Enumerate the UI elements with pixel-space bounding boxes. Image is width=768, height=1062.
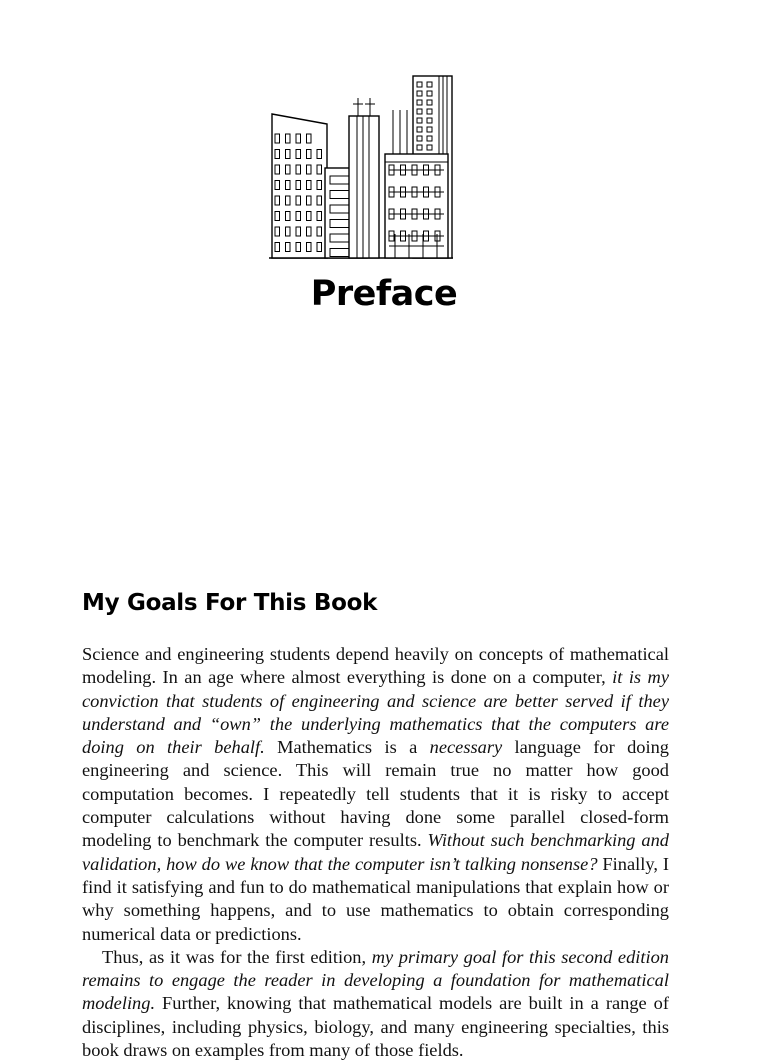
city-buildings-icon	[269, 74, 453, 260]
body-paragraph	[82, 643, 669, 946]
italic-text: my primary goal for this second edition remains to engage the reader in developing a foundation for mathematical modeling.	[82, 946, 669, 1014]
section-heading: My Goals For This Book	[82, 590, 378, 616]
text-run: Thus, as it was for the first edition,	[102, 946, 372, 967]
italic-text: it is my conviction that students of engineering and science are better served if they understand and “own” the underlying mathematics that the computers are doing on their behalf.	[82, 667, 669, 758]
text-run: Further, knowing that mathematical models are built in a range of disciplines, including physics, biology, and many engineering specialties, this book draws on examples from many of those fields.	[82, 993, 669, 1061]
text-run: Mathematics is a	[264, 737, 430, 758]
body-text	[82, 643, 669, 1062]
text-run: language for doing engineering and science. This will remain true no matter how good computation becomes. I repeatedly tell students that it is risky to accept computer calculations without having done some parallel closed-form modeling to benchmark the computer results.	[82, 737, 669, 851]
body-paragraph	[82, 946, 669, 1062]
text-run: Science and engineering students depend heavily on concepts of mathematical modeling. In an age where almost everything is done on a computer,	[82, 644, 669, 688]
italic-text: necessary	[429, 737, 503, 758]
text-run: Finally, I find it satisfying and fun to do mathematical manipulations that explain how or why something happens, and to use mathematics to obtain corresponding numerical data or predictions.	[82, 853, 669, 944]
chapter-title: Preface	[310, 274, 458, 314]
italic-text: Without such benchmarking and validation, how do we know that the computer isn’t talking nonsense?	[82, 830, 669, 874]
